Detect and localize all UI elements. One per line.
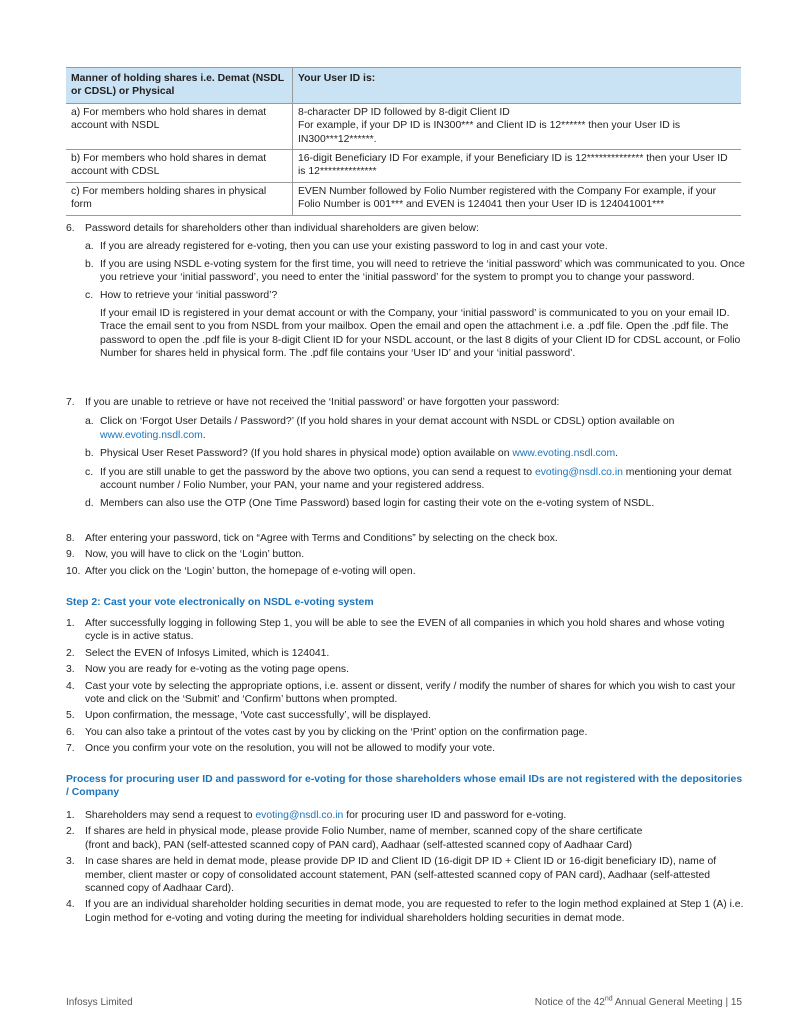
cell-line: For example, if your DP ID is IN300*** and Client ID is 12****** then your User ID is IN300***12******.	[298, 120, 681, 145]
list-text: If you are already registered for e-voting, then you can use your existing password to log in and cast your vote.	[100, 241, 608, 253]
sub-item	[66, 497, 746, 510]
list-item	[66, 396, 746, 409]
list-text-pre: Click on ‘Forgot User Details / Password?’ (If you hold shares in your demat account with NSDL or CDSL) option available on	[100, 416, 675, 428]
list-number: 10.	[66, 565, 81, 577]
list-text: You can also take a printout of the votes cast by you by clicking on the ‘Print’ option on the confirmation page.	[85, 726, 588, 738]
table-cell-manner: b) For members who hold shares in demat account with CDSL	[66, 150, 293, 183]
evoting-email-link[interactable]: evoting@nsdl.co.in	[255, 810, 344, 821]
list-item	[66, 532, 746, 545]
list-number: 3.	[66, 856, 75, 868]
user-id-table	[66, 67, 741, 216]
sub-item	[66, 447, 746, 460]
list-number: a.	[85, 416, 94, 428]
table-cell-manner: c) For members holding shares in physical form	[66, 182, 293, 215]
list-text-continued: (front and back), PAN (self-attested scanned copy of PAN card), Aadhaar (self-attested scanned copy of Aadhaar Card)	[85, 839, 633, 851]
list-item	[66, 617, 746, 644]
list-text: If you are using NSDL e-voting system for the first time, you will need to retrieve the ‘initial password’ which was communicated to you. Once you retrieve your ‘initial password’, you need to enter the ‘initial password’ for the system to prompt you to change your password.	[100, 258, 745, 284]
list-text-pre: If you are still unable to get the password by the above two options, you can send a request to	[100, 466, 535, 478]
footer-company: Infosys Limited	[66, 997, 133, 1008]
list-number: 5.	[66, 710, 75, 722]
list-text-post: .	[615, 448, 619, 460]
process-list	[66, 809, 746, 925]
list-item	[66, 548, 746, 561]
evoting-email-link[interactable]: evoting@nsdl.co.in	[534, 466, 623, 478]
list-text: Now, you will have to click on the ‘Login’ button.	[85, 549, 305, 561]
list-text: Upon confirmation, the message, ‘Vote cast successfully’, will be displayed.	[85, 710, 431, 722]
list-number: 4.	[66, 680, 75, 692]
list-text: Now you are ready for e-voting as the voting page opens.	[85, 664, 349, 676]
list-number: 2.	[66, 647, 75, 659]
footer-notice-text: Notice of the 42	[534, 997, 605, 1008]
sub-item	[66, 258, 746, 285]
list-text: Password details for shareholders other than individual shareholders are given below:	[85, 223, 479, 234]
paragraph: If your email ID is registered in your demat account or with the Company, your ‘initial password’ is communicated to you on your email ID. Trace the email sent to you from NSDL from your mailbox. Open the email and open the attachment i.e. a .pdf file. Open the .pdf file. The password to open the .pdf file is your 8-digit Client ID for your NSDL account, or the last 8 digits of your Client ID for CDSL account, or Folio Number for shares held in physical form. The .pdf file contains your ‘User ID’ and your ‘initial password’.	[100, 308, 741, 360]
table-row	[66, 150, 741, 183]
list-text-pre: Physical User Reset Password? (If you hold shares in physical mode) option available on	[100, 448, 513, 460]
list-number: c.	[85, 289, 94, 301]
list-text: If you are an individual shareholder holding securities in demat mode, you are requested to refer to the login method explained at Step 1 (A) i.e. Login method for e-voting and voting during the meeting for individual shareholders holding securities in demat mode.	[85, 899, 744, 924]
sub-item	[66, 415, 746, 442]
table-cell-userid: EVEN Number followed by Folio Number registered with the Company For example, if your Folio Number is 001*** and EVEN is 124041 then your User ID is 124041001***	[293, 182, 742, 215]
list-item	[66, 565, 746, 578]
list-text-post: mentioning your demat account number / Folio Number, your PAN, your name and your registered address.	[100, 466, 732, 492]
list-text-post: for procuring user ID and password for e-voting.	[343, 810, 567, 821]
list-text: Once you confirm your vote on the resolution, you will not be allowed to modify your vote.	[85, 743, 496, 755]
list-item	[66, 809, 746, 822]
list-number: d.	[85, 498, 94, 510]
list-item	[66, 647, 746, 660]
table-cell-userid: 16-digit Beneficiary ID For example, if your Beneficiary ID is 12************** then your User ID is 12**************	[293, 150, 742, 183]
list-text: After you click on the ‘Login’ button, the homepage of e-voting will open.	[85, 565, 416, 577]
table-cell-userid	[293, 103, 742, 149]
list-text-pre: Shareholders may send a request to	[85, 810, 256, 821]
footer-meeting-page	[535, 996, 742, 1009]
list-number: 6.	[66, 223, 75, 234]
list-number: 2.	[66, 826, 75, 838]
process-heading: Process for procuring user ID and password for e-voting for those shareholders whose email IDs are not registered with the depositories / Company	[66, 774, 743, 799]
footer-page-text: Annual General Meeting | 15	[612, 997, 742, 1008]
list-number: 9.	[66, 549, 75, 561]
list-number: c.	[85, 466, 94, 478]
list-item	[66, 680, 746, 707]
list-text: If shares are held in physical mode, please provide Folio Number, name of member, scanned copy of the share certificate	[85, 826, 643, 838]
list-text-post: .	[202, 429, 206, 441]
list-number: b.	[85, 258, 94, 270]
evoting-site-link[interactable]: www.evoting.nsdl.com	[512, 448, 616, 460]
list-number: 4.	[66, 899, 75, 911]
table-row	[66, 103, 741, 149]
list-item	[66, 855, 746, 895]
list-item	[66, 825, 746, 852]
list-item	[66, 709, 746, 722]
list-item	[66, 898, 746, 925]
step2-list	[66, 617, 746, 756]
table-header-manner: Manner of holding shares i.e. Demat (NSDL or CDSL) or Physical	[66, 68, 293, 104]
sub-item	[66, 240, 746, 253]
list-number: a.	[85, 241, 94, 253]
list-text: How to retrieve your ‘initial password’?	[100, 289, 278, 301]
list-text: Cast your vote by selecting the appropriate options, i.e. assent or dissent, verify / modify the number of shares for which you wish to cast your vote and click on the ‘Submit’ and ‘Confirm’ buttons when prompted.	[85, 680, 736, 706]
step2-heading: Step 2: Cast your vote electronically on NSDL e-voting system	[66, 597, 374, 608]
list-number: 6.	[66, 726, 75, 738]
list-text: After entering your password, tick on “Agree with Terms and Conditions” by selecting on the check box.	[85, 533, 558, 544]
sub-item	[66, 289, 746, 302]
list-text: If you are unable to retrieve or have not received the ‘Initial password’ or have forgotten your password:	[85, 397, 560, 408]
list-text: Members can also use the OTP (One Time Password) based login for casting their vote on the e-voting system of NSDL.	[100, 498, 655, 510]
list-text: In case shares are held in demat mode, please provide DP ID and Client ID (16-digit DP ID + Client ID or 16-digit beneficiary ID), name of member, client master or copy of consolidated account statement, PAN (self-attested scanned copy of PAN card), Aadhaar (self-attested scanned copy of Aadhaar Card).	[85, 856, 717, 895]
list-number: 8.	[66, 533, 75, 544]
list-item	[66, 663, 746, 676]
sections-8-10	[66, 532, 746, 578]
footer-ordinal: nd	[604, 995, 613, 1003]
list-number: 7.	[66, 743, 75, 755]
list-text: After successfully logging in following Step 1, you will be able to see the EVEN of all companies in which you hold shares and whose voting cycle is in active status.	[85, 618, 725, 643]
section-7	[66, 396, 746, 511]
list-number: 1.	[66, 618, 75, 629]
evoting-site-link[interactable]: www.evoting.nsdl.com	[100, 429, 203, 441]
list-number: 3.	[66, 664, 75, 676]
table-header-userid: Your User ID is:	[293, 68, 742, 104]
table-row	[66, 182, 741, 215]
list-item	[66, 742, 746, 755]
sub-item	[66, 466, 746, 493]
table-cell-manner: a) For members who hold shares in demat account with NSDL	[66, 103, 293, 149]
list-text: Select the EVEN of Infosys Limited, which is 124041.	[85, 647, 330, 659]
list-number: b.	[85, 448, 94, 460]
table-header-row	[66, 68, 741, 104]
list-number: 7.	[66, 397, 75, 408]
section-6	[66, 222, 746, 361]
cell-line: 8-character DP ID followed by 8-digit Client ID	[298, 106, 510, 118]
list-item	[66, 726, 746, 739]
list-item	[66, 222, 746, 235]
list-number: 1.	[66, 810, 75, 821]
